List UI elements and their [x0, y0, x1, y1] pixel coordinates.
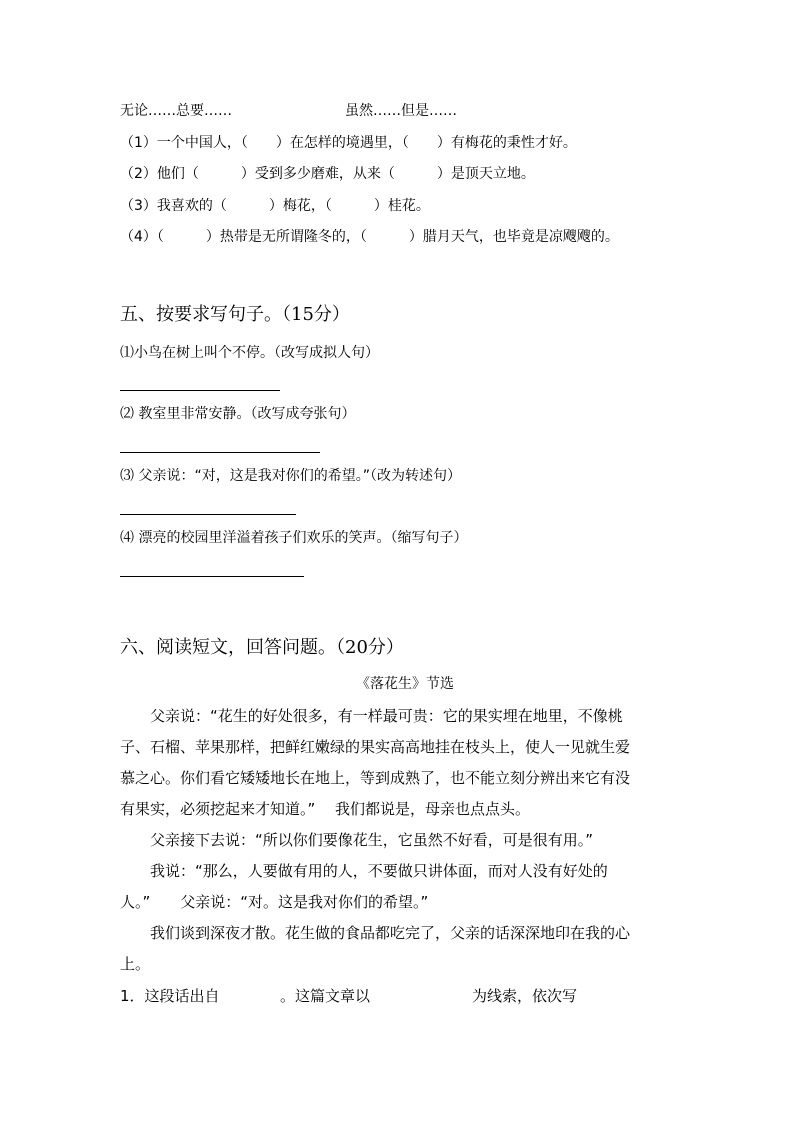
fill-item-1: （1）一个中国人，（ ）在怎样的境遇里，（ ）有梅花的秉性才好。	[120, 135, 577, 151]
passage-paragraph-1	[120, 701, 668, 825]
answer-line-3[interactable]	[120, 514, 296, 515]
answer-line-1[interactable]	[120, 390, 280, 391]
passage-line: 上。	[120, 955, 151, 973]
passage-paragraph-3	[120, 856, 668, 918]
section-6-heading: 六、阅读短文，回答问题。（20分）	[120, 637, 404, 658]
rewrite-item-2: ⑵ 教室里非常安静。（改写成夸张句）	[120, 406, 356, 422]
rewrite-item-4: ⑷ 漂亮的校园里洋溢着孩子们欢乐的笑声。（缩写句子）	[120, 530, 468, 546]
fill-item-2: （2）他们（ ）受到多少磨难，从来（ ）是顶天立地。	[120, 166, 535, 182]
passage-line: 有果实，必须挖起来才知道。” 我们都说是，母亲也点点头。	[120, 800, 531, 818]
question-1-part-3: 为线索，依次写	[472, 987, 578, 1005]
passage-title: 《落花生》节选	[356, 676, 454, 692]
question-1-part-1: 1．这段话出自	[120, 987, 220, 1005]
passage-line: 慕之心。你们看它矮矮地长在地上，等到成熟了，也不能立刻分辨出来它有没	[120, 769, 631, 787]
answer-line-2[interactable]	[120, 452, 320, 453]
passage-paragraph-4	[120, 918, 668, 980]
option-wulun: 无论……总要……	[120, 103, 232, 119]
option-suiran: 虽然……但是……	[345, 103, 457, 119]
rewrite-item-3: ⑶ 父亲说：“对，这是我对你们的希望。”（改为转述句）	[120, 468, 461, 484]
passage-line: 子、石榴、苹果那样，把鲜红嫩绿的果实高高地挂在枝头上，使人一见就生爱	[120, 738, 631, 756]
fill-item-3: （3）我喜欢的（ ）梅花，（ ）桂花。	[120, 198, 430, 214]
rewrite-item-1: ⑴小鸟在树上叫个不停。（改写成拟人句）	[120, 345, 379, 361]
fill-item-4: （4）（ ）热带是无所谓隆冬的，（ ）腊月天气，也毕竟是凉飕飕的。	[120, 229, 619, 245]
passage-line: 人。” 父亲说：“对。这是我对你们的希望。”	[120, 893, 429, 911]
passage-line: 父亲接下去说：“所以你们要像花生，它虽然不好看，可是很有用。”	[150, 831, 594, 849]
passage-line: 我说：“那么，人要做有用的人，不要做只讲体面，而对人没有好处的	[150, 862, 608, 880]
passage-line: 我们谈到深夜才散。花生做的食品都吃完了，父亲的话深深地印在我的心	[150, 924, 631, 942]
question-1-part-2: 。这篇文章以	[280, 987, 371, 1005]
section-5-heading: 五、按要求写句子。（15分）	[120, 304, 350, 325]
passage-paragraph-2	[120, 825, 668, 856]
answer-line-4[interactable]	[120, 576, 304, 577]
passage-line: 父亲说：“花生的好处很多，有一样最可贵：它的果实埋在地里，不像桃	[150, 707, 623, 725]
